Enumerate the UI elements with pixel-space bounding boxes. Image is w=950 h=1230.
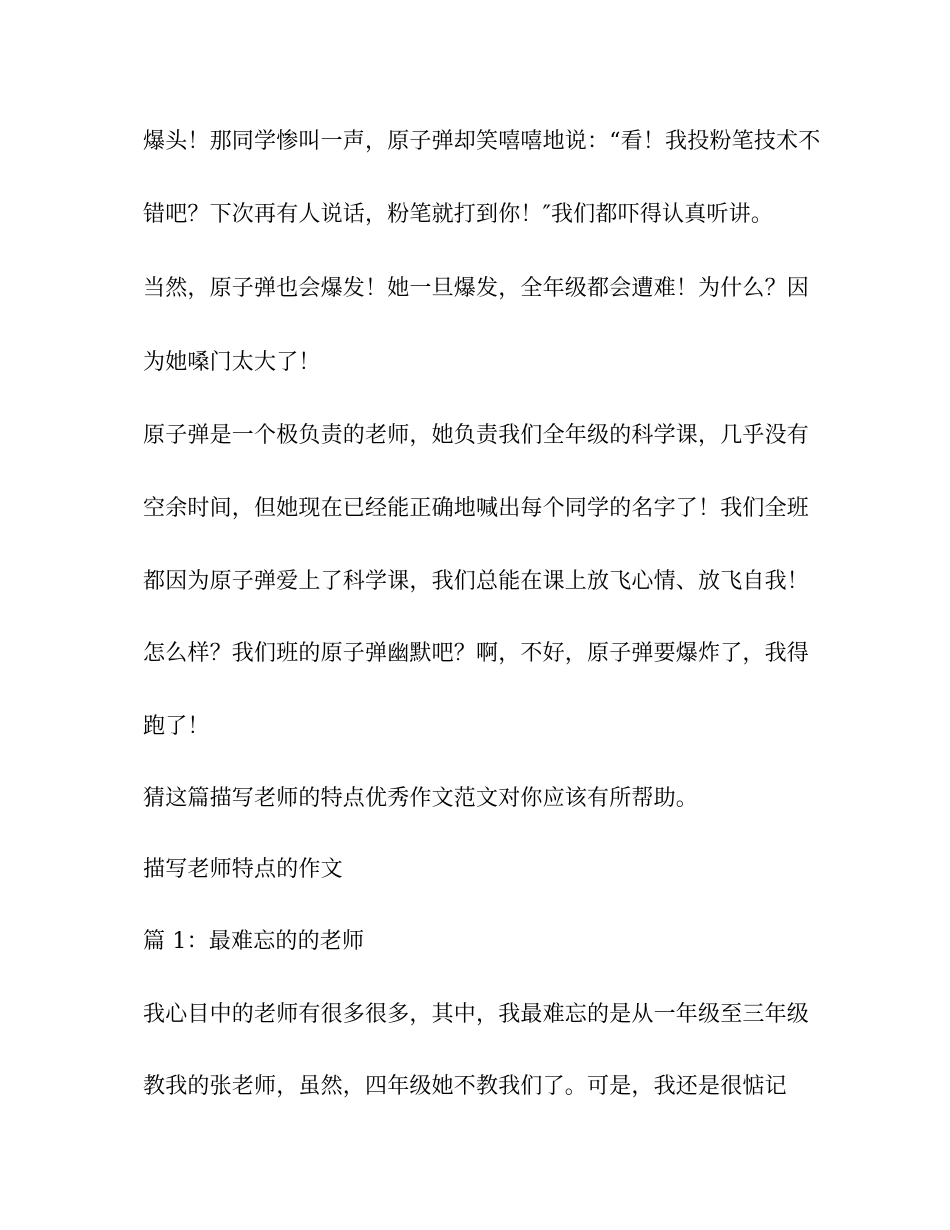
paragraph-line: 都因为原子弹爱上了科学课，我们总能在课上放飞心情、放飞自我！ — [143, 569, 810, 594]
paragraph-line: 原子弹是一个极负责的老师，她负责我们全年级的科学课，几乎没有 — [143, 423, 810, 448]
section-heading: 描写老师特点的作文 — [143, 857, 343, 882]
paragraph-line: 错吧？下次再有人说话，粉笔就打到你！″我们都吓得认真听讲。 — [143, 202, 774, 227]
paragraph-line: 爆头！那同学惨叫一声，原子弹却笑嘻嘻地说：“看！我投粉笔技术不 — [143, 129, 821, 154]
paragraph-line: 我心目中的老师有很多很多，其中，我最难忘的是从一年级至三年级 — [143, 1002, 810, 1027]
paragraph-line: 当然，原子弹也会爆发！她一旦爆发，全年级都会遭难！为什么？因 — [143, 276, 810, 301]
paragraph-line: 怎么样？我们班的原子弹幽默吧？啊，不好，原子弹要爆炸了，我得 — [143, 641, 810, 666]
paragraph-line: 猜这篇描写老师的特点优秀作文范文对你应该有所帮助。 — [143, 786, 699, 811]
paragraph-line: 教我的张老师，虽然，四年级她不教我们了。可是，我还是很惦记 — [143, 1074, 787, 1099]
paragraph-line: 跑了！ — [143, 714, 210, 739]
article-title: 篇 1：最难忘的的老师 — [143, 929, 365, 954]
paragraph-line: 空余时间，但她现在已经能正确地喊出每个同学的名字了！我们全班 — [143, 496, 810, 521]
paragraph-line: 为她嗓门太大了！ — [143, 350, 321, 375]
